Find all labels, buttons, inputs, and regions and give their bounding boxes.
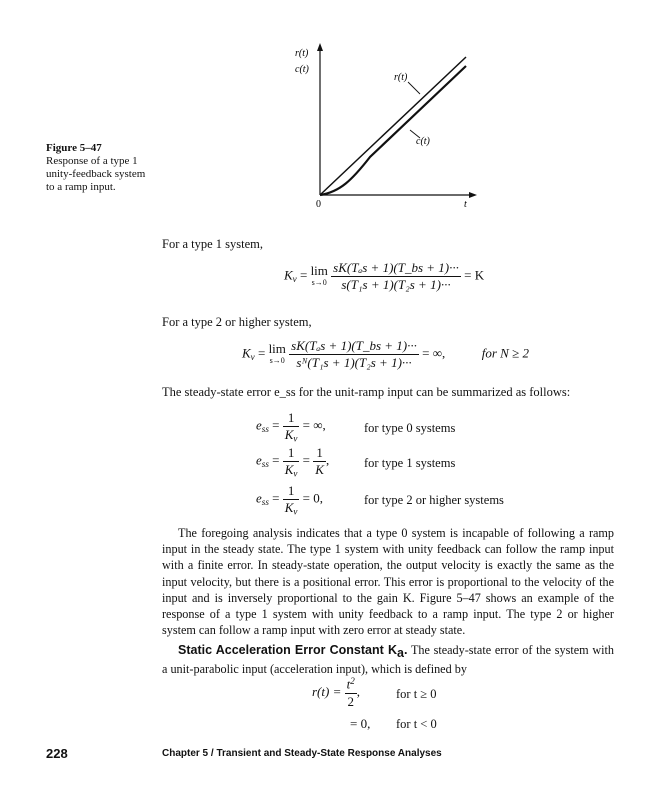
accel-text: The steady-state error of the system with a unit-parabolic input (acceleration input), which is defined by (162, 643, 615, 677)
lim-sub: s→0 (311, 277, 327, 287)
lim-word-2: lim (268, 340, 286, 356)
parabolic-row1-cond: for t ≥ 0 (396, 687, 437, 701)
curve-label-r: r(t) (394, 72, 408, 83)
origin-label: 0 (316, 199, 321, 210)
kv-type2-equation: $K_v = \lim$ s→0 $\frac{\text{sK(Tₐs + 1)(T\_bs + 1)···}}{\text{sᴺ(T₁s + 1)(T₂s + 1)···}}$ = ∞, for N ≥ 2 (242, 338, 529, 370)
kv-type1-numerator: sK(Tₐs + 1)(T_bs + 1)··· (333, 260, 459, 275)
page-number: 228 (46, 746, 68, 761)
y-axis-arrow-icon (317, 43, 323, 51)
y-label-r: r(t) (295, 48, 309, 59)
kv-type1-equation: $K_v = \lim$ s→0 $\frac{\text{sK(Tₐs + 1)(T\_bs + 1)···}}{\text{s(T₁s + 1)(T₂s + 1)···}}$ = K (284, 260, 485, 292)
kv-symbol: K (284, 267, 293, 283)
ess-row2-rhs: = 0, (302, 490, 324, 506)
figure-caption-text: Response of a type 1 unity-feedback system to a ramp input. (46, 155, 146, 193)
accel-heading-sub: a (396, 646, 404, 661)
kv-type2-numerator: sK(Tₐs + 1)(T_bs + 1)··· (291, 338, 417, 353)
r-pointer-line (408, 82, 420, 94)
analysis-paragraph-text: The foregoing analysis indicates that a type 0 system is incapable of following a ramp input in the steady state. The type 1 system with unity feedback can follow the ramp input with a finite error. In steady-state operation, the output velocity is exactly the same as the input velocity, but there is a positional error. This error is proportional to the velocity of the input and is inversely proportional to the gain K. Figure 5–47 shows an example of the response of a type 1 system with unity feedback to a ramp input. The type 2 or higher system can follow a ramp input with zero error at steady state. (162, 526, 614, 638)
kv-type1-rhs: = K (464, 267, 485, 283)
kv-type1-fraction (331, 260, 461, 293)
x-label-t: t (464, 199, 467, 210)
ess-row1-cond: for type 1 systems (364, 456, 456, 470)
kv-type1-denominator: s(T₁s + 1)(T₂s + 1)··· (341, 277, 451, 292)
lim-sub-2: s→0 (269, 355, 285, 365)
parabolic-row2-cond: for t < 0 (396, 717, 437, 731)
figure-label: Figure 5–47 (46, 142, 102, 154)
parabolic-row2-rhs: = 0, (350, 716, 371, 731)
ess-row-type2: $e_{ss}$ = $\frac{1}{K_v}$ = 0, (256, 483, 324, 517)
ess-row-type1: $e_{ss}$ = $\frac{1}{K_v}$ = $\frac{1}{K}$ , (256, 445, 330, 479)
curve-label-c: c(t) (416, 136, 430, 147)
parabolic-row1: r(t) = $\frac{t^2}{2}$ , (312, 676, 361, 709)
ramp-response-figure (290, 40, 490, 210)
figure-caption (46, 142, 156, 194)
ess-row-type0: $e_{ss}$ = $\frac{1}{K_v}$ = ∞, (256, 410, 326, 444)
parabolic-lhs: r(t) = (312, 683, 342, 699)
kv-type2-fraction (289, 338, 419, 371)
ess-row0-cond: for type 0 systems (364, 421, 456, 435)
response-curve (320, 66, 466, 195)
ess-intro: The steady-state error e_ss for the unit-ramp input can be summarized as follows: (162, 385, 571, 399)
ess-row0-rhs: = ∞, (302, 417, 326, 433)
x-axis-arrow-icon (469, 192, 477, 198)
accel-heading: Static Acceleration Error Constant K (178, 643, 397, 657)
chapter-footer: Chapter 5 / Transient and Steady-State Response Analyses (162, 748, 442, 759)
ramp-input-line (320, 57, 466, 195)
ess-row2-cond: for type 2 or higher systems (364, 493, 504, 507)
type2-intro: For a type 2 or higher system, (162, 315, 312, 329)
kv-type2-denominator: sᴺ(T₁s + 1)(T₂s + 1)··· (296, 355, 412, 370)
analysis-paragraph (162, 525, 614, 638)
kv-type2-condition: for N ≥ 2 (481, 345, 529, 361)
type1-intro: For a type 1 system, (162, 237, 264, 251)
accel-section: Static Acceleration Error Constant Ka. The steady-state error of the system with a unit-parabolic input (acceleration input), which is defined by (162, 643, 615, 677)
kv-type2-rhs: = ∞, (422, 345, 446, 361)
lim-word: lim (310, 262, 328, 278)
limit-operator (310, 262, 328, 289)
ess-row1-rhs: = (302, 452, 311, 468)
limit-operator-2 (268, 340, 286, 367)
y-label-c: c(t) (295, 64, 309, 75)
